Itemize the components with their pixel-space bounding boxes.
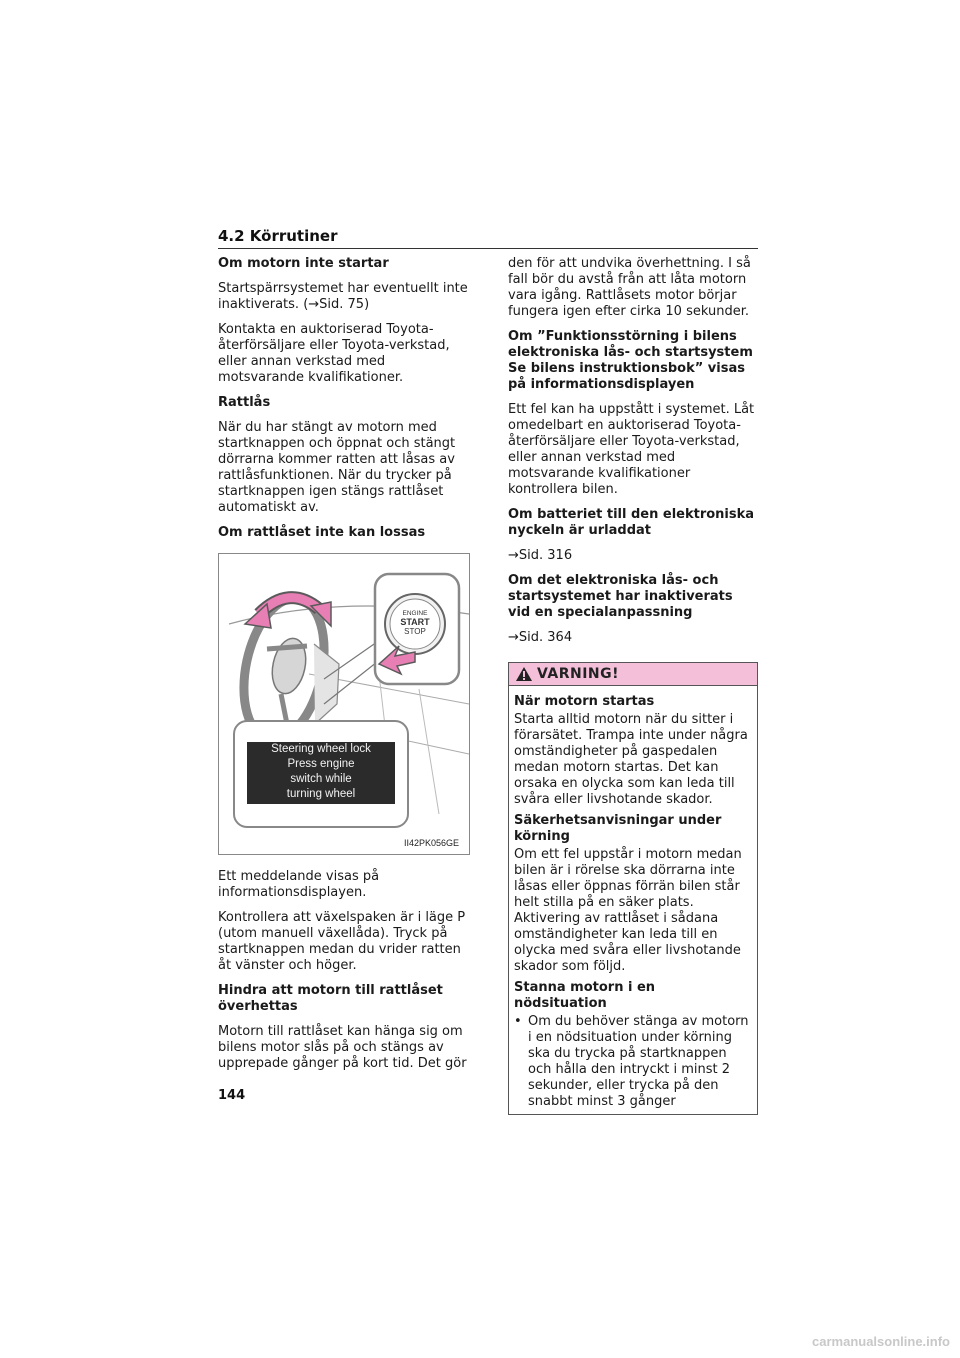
page-reference-link[interactable]: →Sid. 364 — [508, 630, 573, 645]
watermark: carmanualsonline.info — [812, 1334, 950, 1349]
paragraph: Ett fel kan ha uppstått i systemet. Låt omedelbart en auktoriserad Toyota-återförsäljare eller Toyota-verkstad, eller annan verkstad med motsvarande kvalifikationer kontrollera bilen. — [508, 402, 755, 497]
heading-malfunction-message: Om ”Funktionsstörning i bilens elektroniska lås- och startsystem Se bilens instruktionsbok” visas på informationsdisplayen — [508, 329, 753, 392]
warning-paragraph: Om ett fel uppstår i motorn medan bilen är i rörelse ska dörrarna inte låsas eller öppnas förrän bilen står helt stilla på en säker plats. Aktivering av rattlåset i sådana omständigheter kan leda till en olycka med svåra eller livshotande skador som följd. — [514, 847, 742, 974]
heading-steering-lock: Rattlås — [218, 395, 271, 410]
warning-paragraph: Starta alltid motorn när du sitter i förarsätet. Trampa inte under några omständigheter på gaspedalen medan motorn startas. Det kan orsaka en olycka som kan leda till svåra eller livshotande skador. — [514, 712, 748, 807]
right-column — [508, 256, 758, 1115]
paragraph: Startspärrsystemet har eventuellt inte inaktiverats. (→Sid. 75) — [218, 281, 468, 312]
button-label-engine: ENGINE — [402, 610, 428, 617]
message-line: switch while — [290, 773, 352, 785]
heading-key-battery: Om batteriet till den elektroniska nyckeln är urladdat — [508, 507, 755, 538]
button-label-start: START — [400, 617, 430, 627]
message-line: Press engine — [287, 758, 355, 770]
page-reference-link[interactable]: →Sid. 316 — [508, 548, 573, 563]
heading-system-deactivated: Om det elektroniska lås- och startsystemet har inaktiverats vid en specialanpassning — [508, 573, 733, 620]
paragraph: Kontrollera att växelspaken är i läge P (utom manuell växellåda). Tryck på startknappen medan du vrider ratten åt vänster och höger. — [218, 910, 466, 973]
warning-triangle-icon — [515, 666, 533, 682]
warning-header — [509, 663, 757, 686]
figure-code: II42PK056GE — [403, 838, 459, 848]
display-message-callout — [233, 720, 409, 828]
bullet-dot: • — [514, 1014, 522, 1029]
paragraph: När du har stängt av motorn med startknappen och öppnat och stängt dörrarna kommer ratten att låsas av rattlåsfunktionen. När du trycker på startknappen igen stängs rattlåset automatiskt av. — [218, 420, 456, 515]
steering-lock-illustration — [218, 553, 470, 855]
warning-heading: Stanna motorn i en nödsituation — [514, 980, 656, 1011]
bullet-text: Om du behöver stänga av motorn i en nödsituation under körning ska du trycka på startknappen och hålla den intryckt i minst 2 sekunder, eller trycka på den snabbt minst 3 gånger — [528, 1014, 749, 1109]
section-title: 4.2 Körrutiner — [218, 227, 338, 245]
warning-heading: När motorn startas — [514, 694, 655, 709]
warning-bullet — [514, 1014, 751, 1110]
display-message — [247, 742, 395, 804]
warning-box — [508, 662, 758, 1115]
heading-lock-not-released: Om rattlåset inte kan lossas — [218, 525, 426, 540]
heading-engine-not-starting: Om motorn inte startar — [218, 256, 389, 271]
message-line: turning wheel — [286, 788, 356, 800]
warning-title: VARNING! — [537, 666, 620, 682]
paragraph: den för att undvika överhettning. I så fall bör du avstå från att låta motorn vara igång. Rattlåsets motor börjar fungera igen efter cirka 10 sekunder. — [508, 256, 751, 319]
heading-overheating: Hindra att motorn till rattlåset överhettas — [218, 983, 443, 1014]
warning-body — [509, 686, 757, 1114]
section-header — [218, 226, 758, 249]
paragraph: Motorn till rattlåset kan hänga sig om bilens motor slås på och stängs av upprepade gånger på kort tid. Det gör — [218, 1024, 467, 1071]
paragraph: Ett meddelande visas på informationsdisplayen. — [218, 869, 380, 900]
button-label-stop: STOP — [404, 627, 426, 636]
warning-heading: Säkerhetsanvisningar under körning — [514, 813, 722, 844]
start-button-icon — [385, 594, 445, 654]
page-number: 144 — [218, 1088, 246, 1103]
message-line: Steering wheel lock — [271, 743, 371, 755]
paragraph: Kontakta en auktoriserad Toyota-återförsäljare eller Toyota-verkstad, eller annan verkstad med motsvarande kvalifikationer. — [218, 322, 450, 385]
left-column — [218, 256, 468, 1081]
